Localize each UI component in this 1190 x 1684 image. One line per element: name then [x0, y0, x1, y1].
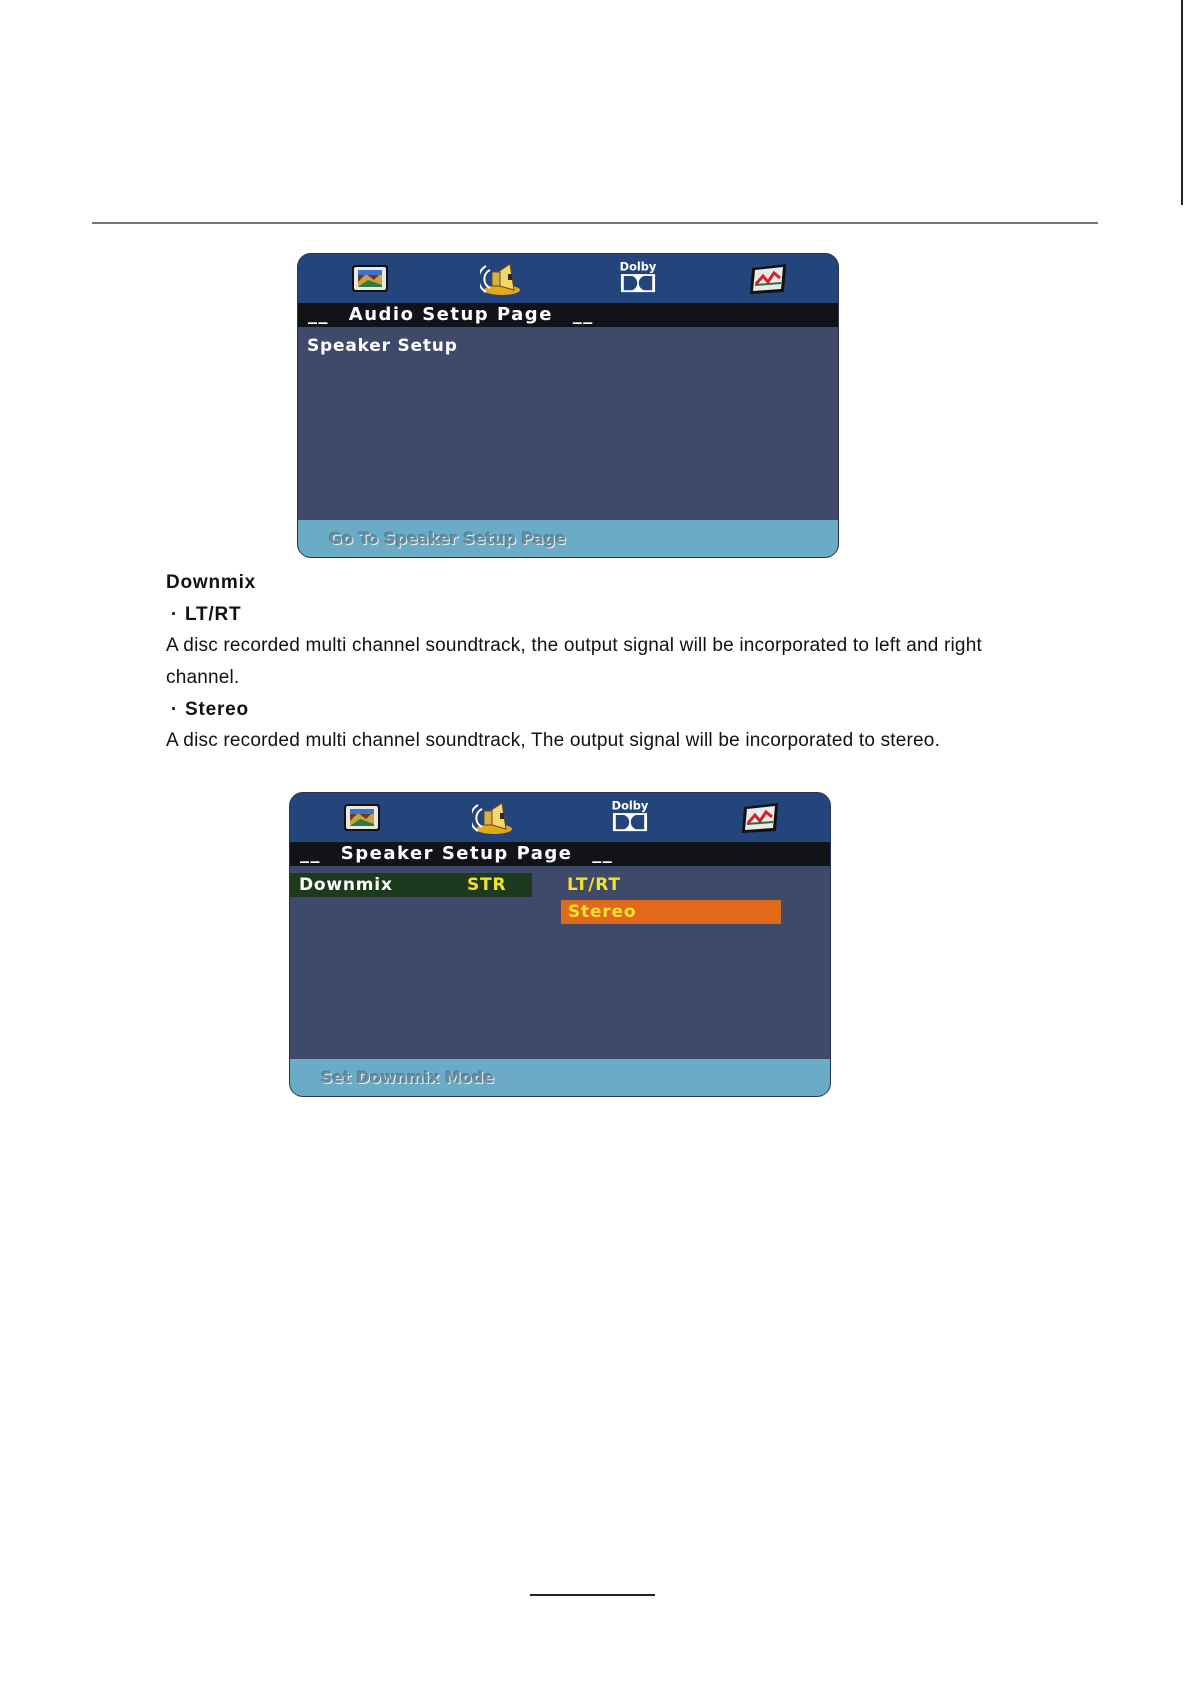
- preferences-icon[interactable]: [746, 260, 790, 296]
- dolby-label: Dolby: [611, 798, 649, 813]
- header-rule: [92, 222, 1098, 224]
- osd-status-bar: Go To Speaker Setup Page: [298, 520, 838, 557]
- osd-title-bar: [290, 842, 830, 866]
- title-dashes-left: __: [300, 843, 321, 864]
- option-label: LT/RT: [185, 604, 242, 625]
- speaker-setup-osd: [289, 792, 831, 1097]
- dolby-icon[interactable]: [608, 797, 652, 833]
- option-label: Stereo: [185, 699, 249, 720]
- downmix-option-stereo-highlight[interactable]: [561, 900, 781, 924]
- speaker-icon[interactable]: [480, 260, 524, 296]
- section-heading: Downmix: [166, 572, 257, 593]
- option-lt-rt-description-line2: channel.: [166, 667, 240, 688]
- option-stereo-description: A disc recorded multi channel soundtrack, The output signal will be incorporated to stereo.: [166, 730, 941, 751]
- audio-setup-osd: [297, 253, 839, 558]
- downmix-current-value: STR: [467, 875, 507, 895]
- footer-rule: [530, 1594, 655, 1596]
- option-lt-rt-heading: [164, 604, 241, 626]
- tv-icon[interactable]: [340, 799, 384, 835]
- downmix-setting-label: Downmix: [299, 875, 393, 895]
- downmix-option-lt-rt[interactable]: LT/RT: [567, 875, 621, 895]
- menu-item-speaker-setup[interactable]: Speaker Setup: [307, 336, 458, 356]
- speaker-icon[interactable]: [472, 799, 516, 835]
- osd-icon-bar: [298, 254, 838, 303]
- downmix-option-stereo: Stereo: [568, 902, 637, 922]
- downmix-setting-row[interactable]: [290, 873, 532, 897]
- option-stereo-heading: [164, 699, 249, 721]
- option-lt-rt-description-line1: A disc recorded multi channel soundtrack, the output signal will be incorporated to left and right: [166, 635, 982, 656]
- title-dashes-right: __: [572, 304, 594, 325]
- bullet-glyph: ·: [170, 699, 179, 720]
- osd-title-bar: [298, 303, 838, 327]
- osd-page-title: Audio Setup Page: [348, 304, 553, 325]
- page-edge-line: [1181, 0, 1183, 205]
- bullet-glyph: ·: [170, 604, 179, 625]
- preferences-icon[interactable]: [738, 799, 782, 835]
- osd-icon-bar: [290, 793, 830, 842]
- title-dashes-left: __: [308, 304, 329, 325]
- tv-icon[interactable]: [348, 260, 392, 296]
- title-dashes-right: __: [592, 843, 614, 864]
- dolby-icon[interactable]: [616, 258, 660, 294]
- osd-page-title: Speaker Setup Page: [340, 843, 573, 864]
- dolby-label: Dolby: [619, 259, 657, 274]
- osd-status-bar: Set Downmix Mode: [290, 1059, 830, 1096]
